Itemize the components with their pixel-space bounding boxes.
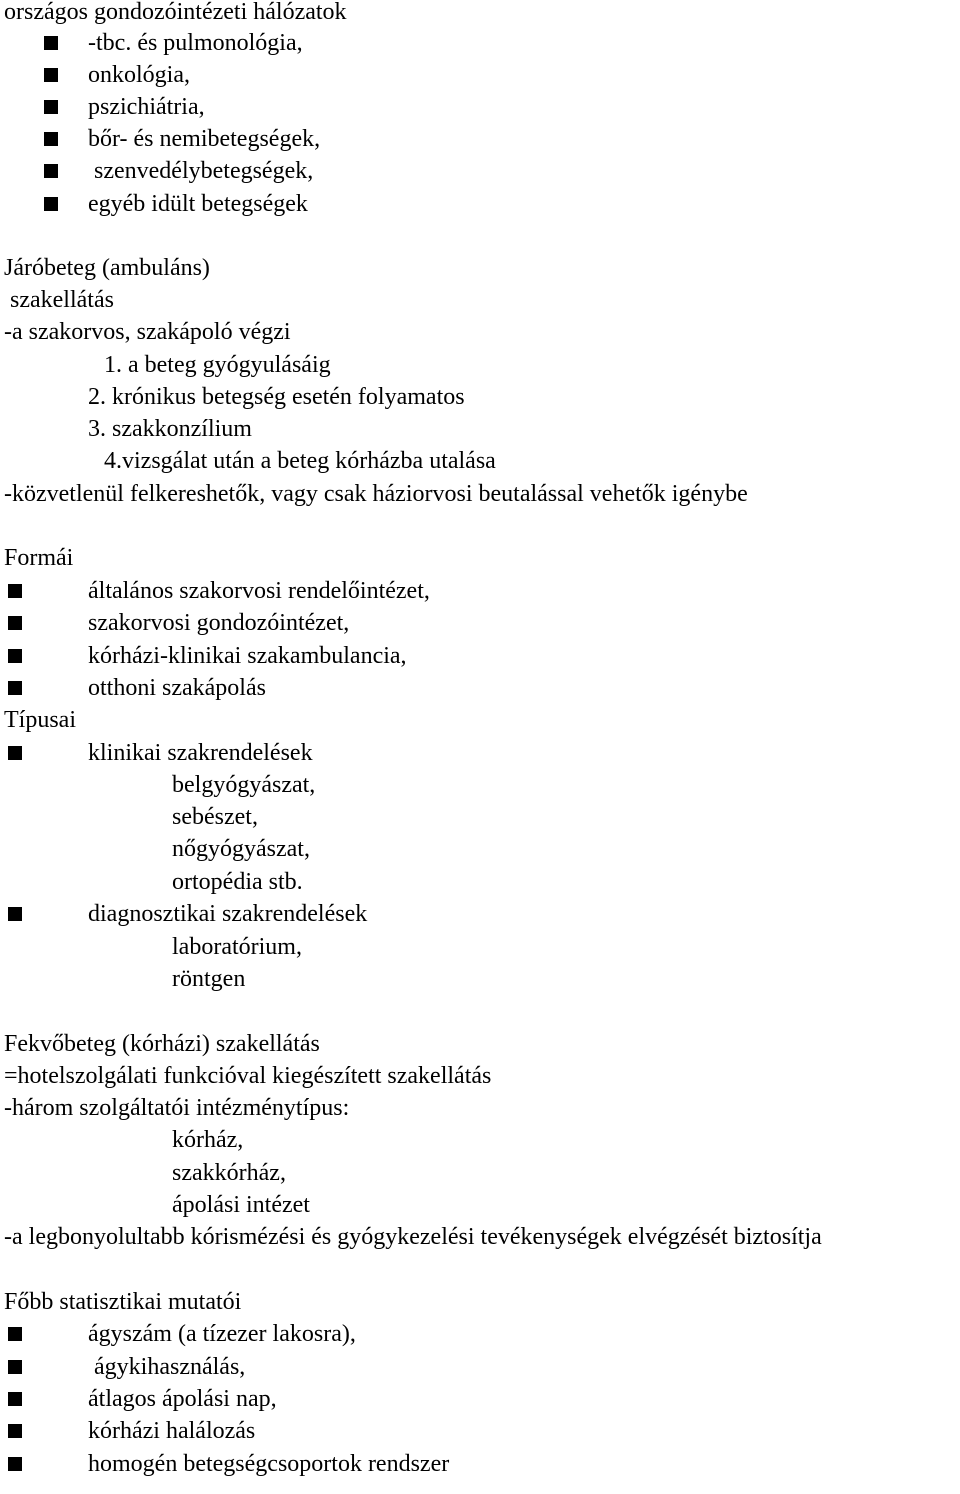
line-text: 3. szakkonzílium bbox=[88, 416, 252, 442]
line-text: Típusai bbox=[4, 707, 76, 733]
text-line bbox=[0, 445, 960, 477]
text-line bbox=[0, 995, 960, 1027]
line-text: kórházi halálozás bbox=[88, 1418, 256, 1444]
bullet-list-item bbox=[0, 898, 960, 930]
line-text: szakorvosi gondozóintézet, bbox=[88, 610, 350, 636]
text-line bbox=[0, 1028, 960, 1060]
line-text: Formái bbox=[4, 545, 74, 571]
square-bullet-icon bbox=[8, 1360, 22, 1374]
text-line bbox=[0, 801, 960, 833]
text-line bbox=[0, 704, 960, 736]
line-text: Járóbeteg (ambuláns) bbox=[4, 255, 210, 281]
text-line bbox=[0, 963, 960, 995]
line-text: -közvetlenül felkereshetők, vagy csak háziorvosi beutalással vehetők igénybe bbox=[4, 481, 748, 507]
line-text: ágyszám (a tízezer lakosra), bbox=[88, 1321, 356, 1347]
square-bullet-icon bbox=[44, 197, 58, 211]
square-bullet-icon bbox=[8, 746, 22, 760]
square-bullet-icon bbox=[44, 132, 58, 146]
text-line bbox=[0, 413, 960, 445]
text-line bbox=[0, 349, 960, 381]
line-text: kórház, bbox=[172, 1127, 244, 1153]
bullet-list-item bbox=[0, 607, 960, 639]
text-line bbox=[0, 769, 960, 801]
text-line bbox=[0, 0, 960, 28]
line-text: Fekvőbeteg (kórházi) szakellátás bbox=[4, 1031, 320, 1057]
bullet-list-item bbox=[0, 91, 960, 123]
square-bullet-icon bbox=[8, 649, 22, 663]
line-text: Főbb statisztikai mutatói bbox=[4, 1289, 242, 1315]
line-text: klinikai szakrendelések bbox=[88, 740, 313, 766]
bullet-list-item bbox=[0, 27, 960, 59]
line-text: ápolási intézet bbox=[172, 1192, 310, 1218]
line-text: szenvedélybetegségek, bbox=[88, 158, 314, 184]
line-text: ortopédia stb. bbox=[172, 869, 303, 895]
square-bullet-icon bbox=[8, 681, 22, 695]
line-text: ágykihasználás, bbox=[88, 1354, 246, 1380]
line-text: röntgen bbox=[172, 966, 246, 992]
line-text: 1. a beteg gyógyulásáig bbox=[104, 352, 331, 378]
text-line bbox=[0, 542, 960, 574]
square-bullet-icon bbox=[44, 100, 58, 114]
text-line bbox=[0, 1092, 960, 1124]
line-text: homogén betegségcsoportok rendszer bbox=[88, 1451, 450, 1477]
bullet-list-item bbox=[0, 1318, 960, 1350]
bullet-list-item bbox=[0, 1383, 960, 1415]
line-text: 2. krónikus betegség esetén folyamatos bbox=[88, 384, 465, 410]
square-bullet-icon bbox=[8, 584, 22, 598]
line-text: -három szolgáltatói intézménytípus: bbox=[4, 1095, 350, 1121]
line-text: -tbc. és pulmonológia, bbox=[88, 30, 303, 56]
text-line bbox=[0, 1286, 960, 1318]
line-text: általános szakorvosi rendelőintézet, bbox=[88, 578, 430, 604]
text-line bbox=[0, 284, 960, 316]
line-text: =hotelszolgálati funkcióval kiegészített szakellátás bbox=[4, 1063, 492, 1089]
line-text: sebészet, bbox=[172, 804, 258, 830]
line-text: otthoni szakápolás bbox=[88, 675, 266, 701]
text-line bbox=[0, 1060, 960, 1092]
line-text: -a szakorvos, szakápoló végzi bbox=[4, 319, 291, 345]
bullet-list-item bbox=[0, 1448, 960, 1480]
bullet-list-item bbox=[0, 155, 960, 187]
bullet-list-item bbox=[0, 59, 960, 91]
line-text: országos gondozóintézeti hálózatok bbox=[4, 0, 347, 25]
text-line bbox=[0, 866, 960, 898]
text-line bbox=[0, 833, 960, 865]
square-bullet-icon bbox=[44, 68, 58, 82]
bullet-list-item bbox=[0, 188, 960, 220]
bullet-list-item bbox=[0, 1351, 960, 1383]
line-text: -a legbonyolultabb kórismézési és gyógykezelési tevékenységek elvégzését biztosítja bbox=[4, 1224, 822, 1250]
line-text: bőr- és nemibetegségek, bbox=[88, 126, 321, 152]
text-line bbox=[0, 1124, 960, 1156]
bullet-list-item bbox=[0, 123, 960, 155]
line-text: nőgyógyászat, bbox=[172, 836, 310, 862]
square-bullet-icon bbox=[8, 1424, 22, 1438]
square-bullet-icon bbox=[8, 1392, 22, 1406]
line-text: onkológia, bbox=[88, 62, 190, 88]
text-line bbox=[0, 1221, 960, 1253]
square-bullet-icon bbox=[8, 1327, 22, 1341]
bullet-list-item bbox=[0, 1415, 960, 1447]
line-text: szakellátás bbox=[4, 287, 114, 313]
square-bullet-icon bbox=[8, 1457, 22, 1471]
text-line bbox=[0, 1253, 960, 1285]
square-bullet-icon bbox=[8, 907, 22, 921]
bullet-list-item bbox=[0, 672, 960, 704]
text-line bbox=[0, 316, 960, 348]
text-line bbox=[0, 252, 960, 284]
line-text: szakkórház, bbox=[172, 1160, 286, 1186]
text-line bbox=[0, 510, 960, 542]
line-text: kórházi-klinikai szakambulancia, bbox=[88, 643, 407, 669]
bullet-list-item bbox=[0, 575, 960, 607]
line-text: diagnosztikai szakrendelések bbox=[88, 901, 368, 927]
text-line bbox=[0, 220, 960, 252]
square-bullet-icon bbox=[44, 164, 58, 178]
text-line bbox=[0, 1157, 960, 1189]
bullet-list-item bbox=[0, 640, 960, 672]
line-text: átlagos ápolási nap, bbox=[88, 1386, 277, 1412]
line-text: 4.vizsgálat után a beteg kórházba utalása bbox=[104, 448, 496, 474]
text-line bbox=[0, 478, 960, 510]
line-text: pszichiátria, bbox=[88, 94, 205, 120]
line-text: egyéb idült betegségek bbox=[88, 191, 308, 217]
text-line bbox=[0, 381, 960, 413]
square-bullet-icon bbox=[8, 616, 22, 630]
line-text: belgyógyászat, bbox=[172, 772, 316, 798]
text-line bbox=[0, 1189, 960, 1221]
line-text: laboratórium, bbox=[172, 934, 302, 960]
square-bullet-icon bbox=[44, 36, 58, 50]
bullet-list-item bbox=[0, 737, 960, 769]
text-line bbox=[0, 931, 960, 963]
